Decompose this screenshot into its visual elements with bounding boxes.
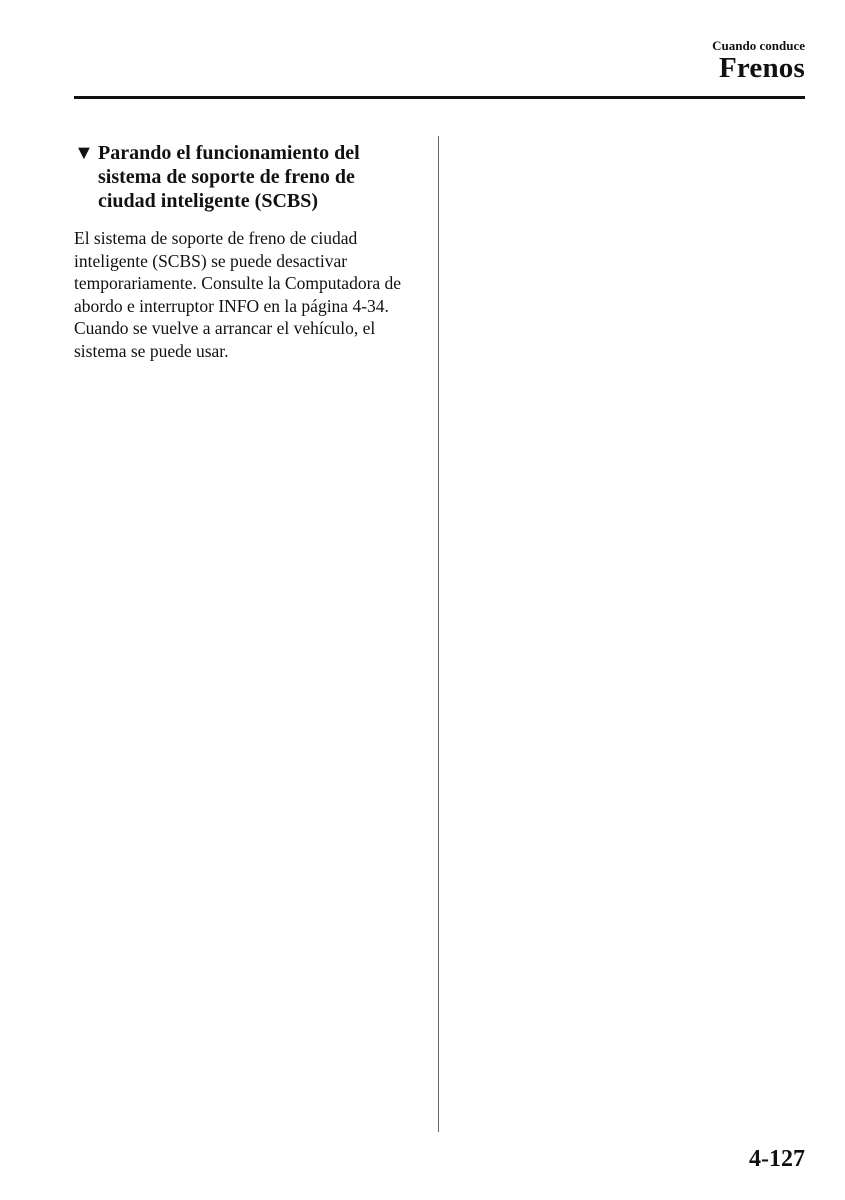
section-title: Frenos [718, 52, 805, 84]
header-rule [74, 96, 805, 99]
page-number: 4-127 [749, 1146, 805, 1172]
body-paragraph: El sistema de soporte de freno de ciudad inteligente (SCBS) se puede desactivar temporariamente. Consulte la Computadora de abordo e interruptor INFO en la página 4-34. Cuando se vuelve a arrancar el vehículo, el sistema se puede usar. [74, 228, 402, 361]
column-divider [438, 136, 439, 1132]
left-column [74, 141, 414, 362]
chapter-label: Cuando conduce [712, 38, 805, 53]
triangle-down-icon: ▼ [74, 142, 94, 164]
subsection-heading [74, 141, 414, 213]
subsection-heading-text: Parando el funcionamiento del sistema de soporte de freno de ciudad inteligente (SCBS) [98, 142, 360, 212]
